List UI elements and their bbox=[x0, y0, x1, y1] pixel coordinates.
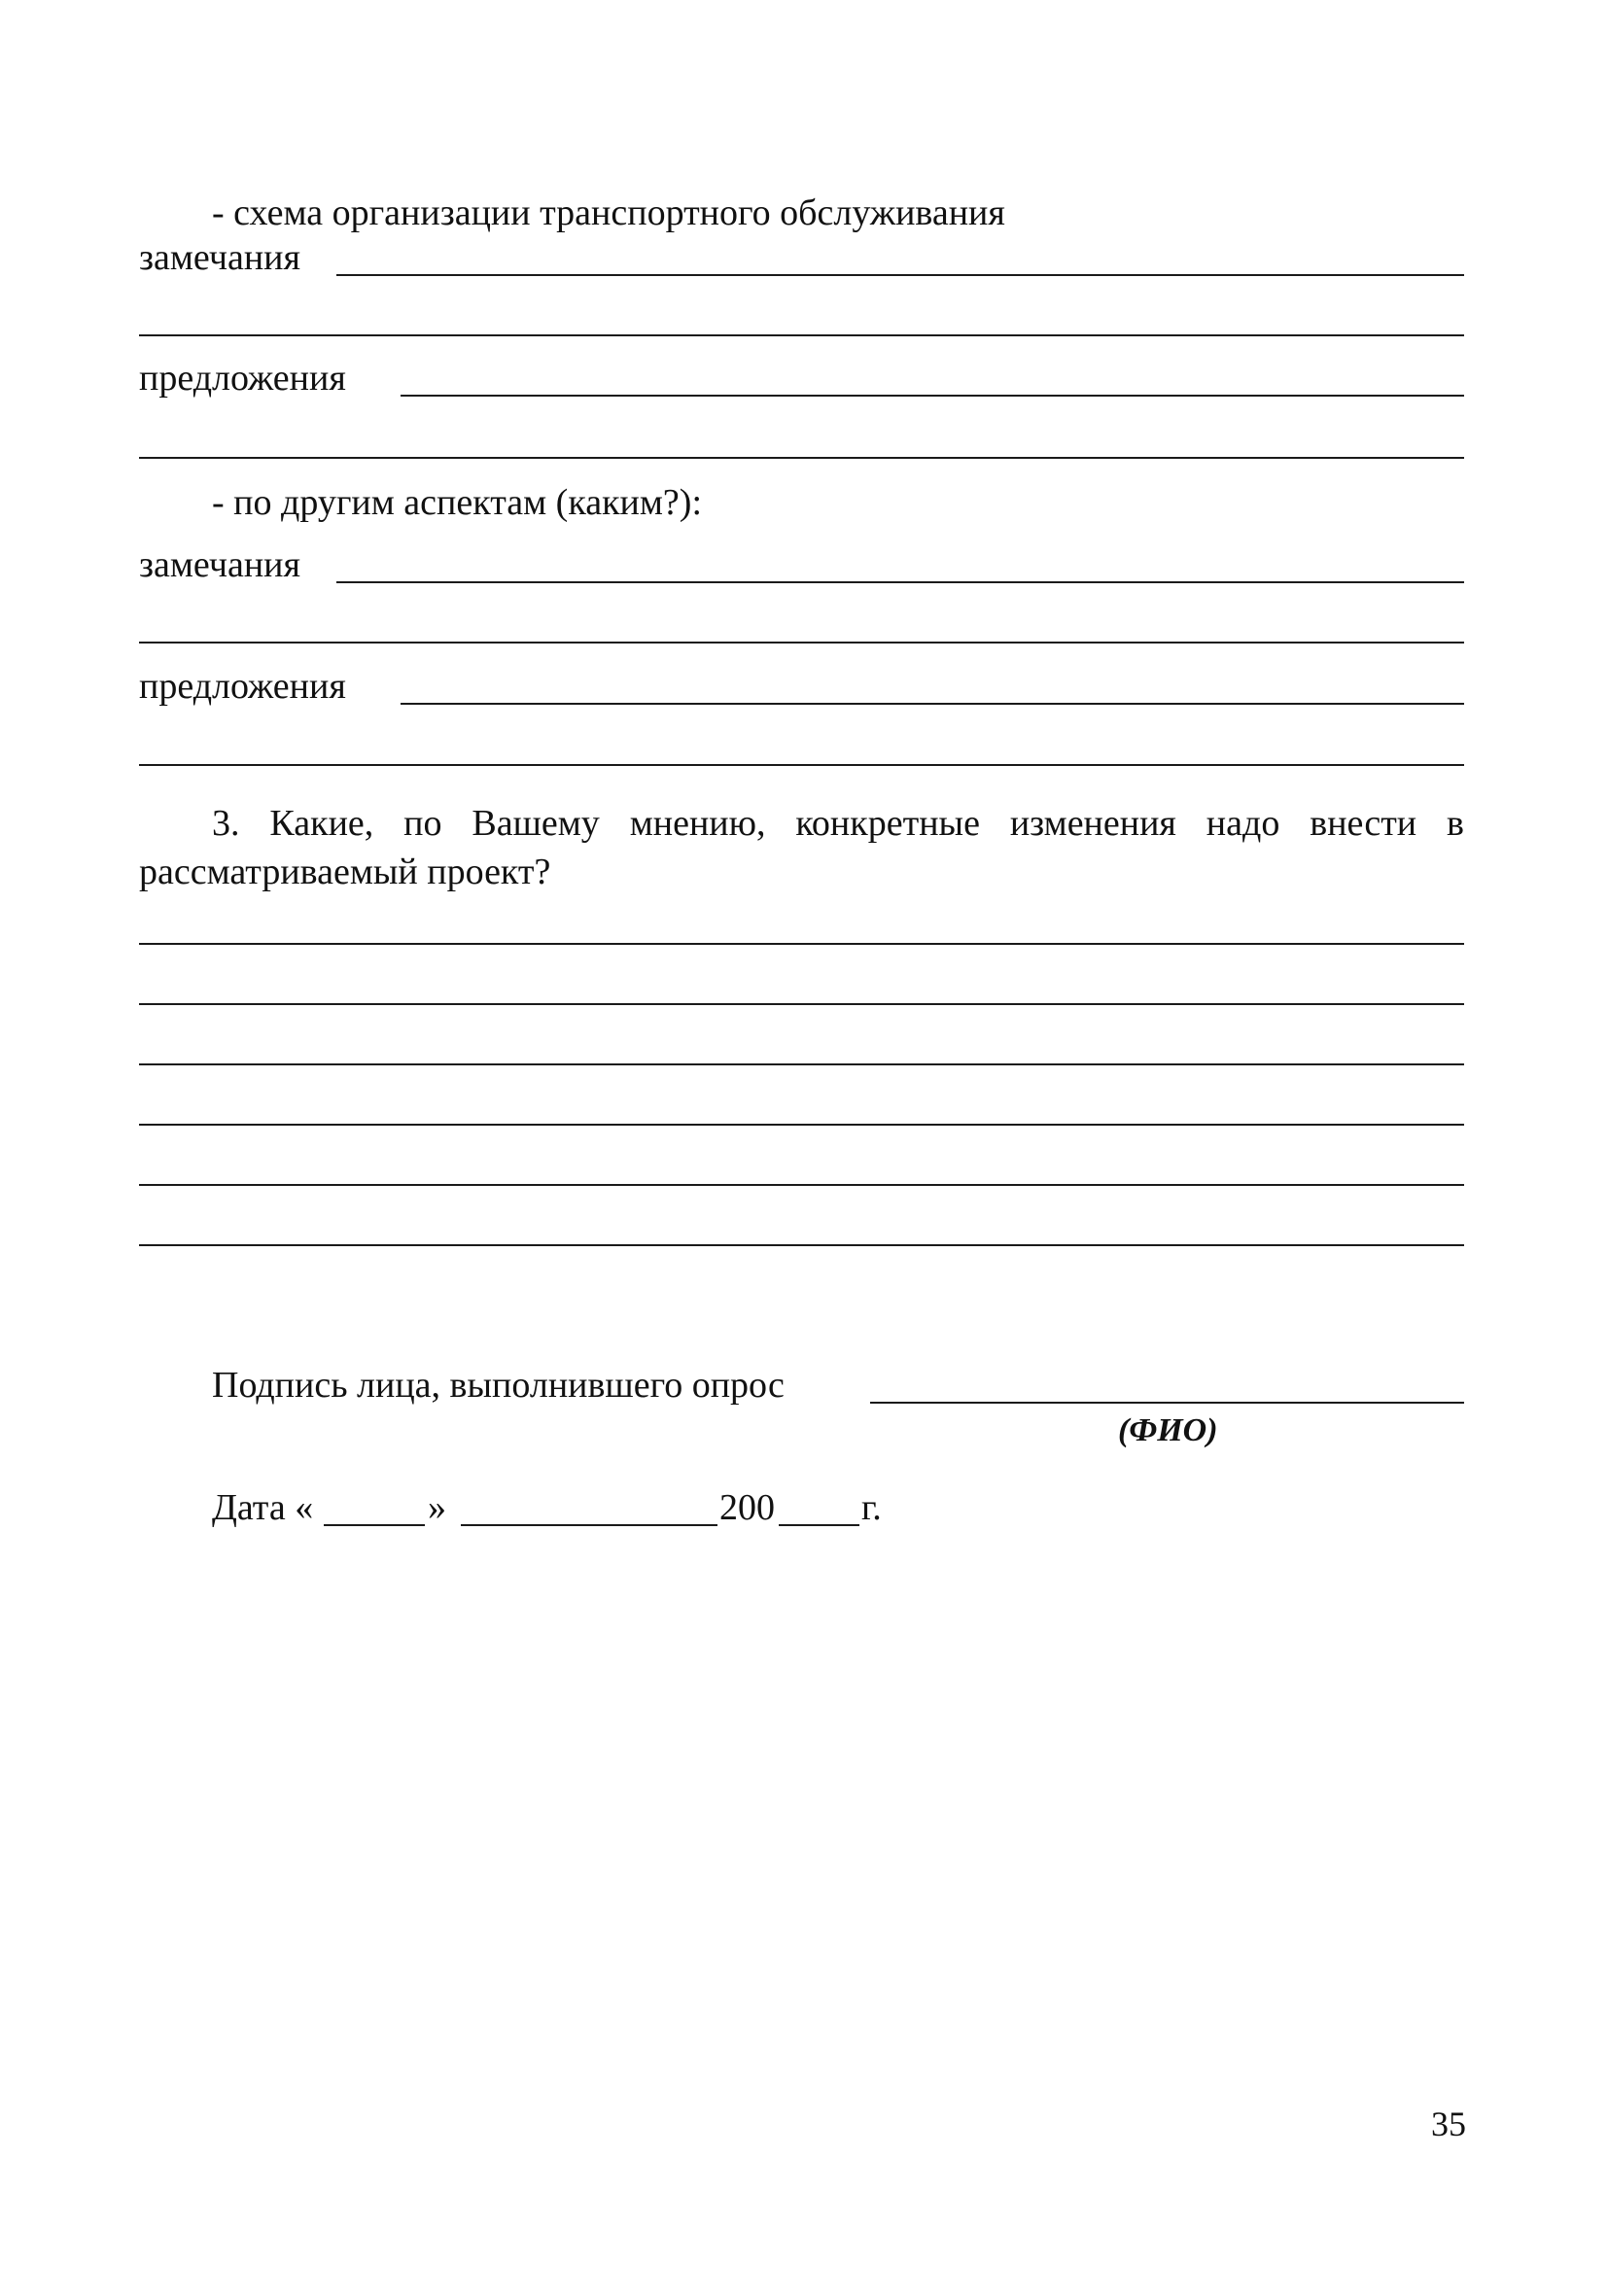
date-year-suffix: г. bbox=[861, 1487, 882, 1528]
remarks-label: замечания bbox=[139, 544, 300, 585]
remarks-field[interactable] bbox=[336, 274, 1464, 276]
answer-line[interactable] bbox=[139, 943, 1464, 945]
proposals-field-continuation[interactable] bbox=[139, 764, 1464, 766]
proposals-label: предложения bbox=[139, 666, 346, 707]
answer-line[interactable] bbox=[139, 1124, 1464, 1126]
date-label: Дата « bbox=[212, 1487, 314, 1528]
proposals-field[interactable] bbox=[401, 395, 1464, 397]
remarks-label: замечания bbox=[139, 237, 300, 278]
proposals-field-continuation[interactable] bbox=[139, 457, 1464, 459]
answer-line[interactable] bbox=[139, 1063, 1464, 1065]
date-year-prefix: 200 bbox=[719, 1487, 775, 1528]
answer-line[interactable] bbox=[139, 1244, 1464, 1246]
remarks-field[interactable] bbox=[336, 581, 1464, 583]
date-year-field[interactable] bbox=[779, 1524, 859, 1526]
remarks-field-continuation[interactable] bbox=[139, 334, 1464, 336]
proposals-label: предложения bbox=[139, 358, 346, 399]
date-month-field[interactable] bbox=[461, 1524, 717, 1526]
remarks-field-continuation[interactable] bbox=[139, 642, 1464, 644]
answer-line[interactable] bbox=[139, 1003, 1464, 1005]
question-3 bbox=[139, 799, 1464, 896]
proposals-field[interactable] bbox=[401, 703, 1464, 705]
signature-caption: (ФИО) bbox=[1118, 1412, 1218, 1448]
page-number: 35 bbox=[1431, 2105, 1466, 2143]
section-transport-heading: - схема организации транспортного обслуживания bbox=[212, 192, 1005, 233]
date-day-field[interactable] bbox=[324, 1524, 425, 1526]
answer-line[interactable] bbox=[139, 1184, 1464, 1186]
question-3-line-1: 3. Какие, по Вашему мнению, конкретные изменения надо внести в bbox=[212, 803, 1464, 844]
section-other-heading: - по другим аспектам (каким?): bbox=[212, 482, 703, 523]
signature-field[interactable] bbox=[870, 1402, 1464, 1404]
signature-label: Подпись лица, выполнившего опрос bbox=[212, 1365, 785, 1406]
question-3-line-2: рассматриваемый проект? bbox=[139, 852, 551, 892]
date-close-quote: » bbox=[428, 1487, 446, 1528]
